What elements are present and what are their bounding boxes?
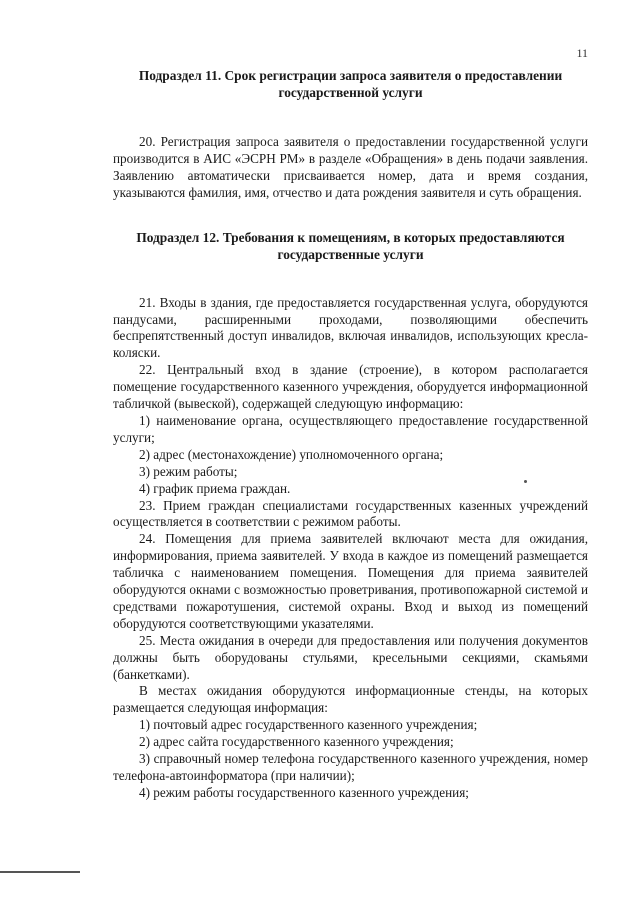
- section-11-heading: [113, 67, 588, 101]
- paragraph-22-item-1: 1) наименование органа, осуществляющего предоставление государственной услуги;: [113, 412, 588, 445]
- paragraph-25-item-4: 4) режим работы государственного казенного учреждения;: [139, 784, 469, 800]
- scan-edge-line: [0, 871, 80, 873]
- section-12-heading: [113, 229, 588, 263]
- scan-speck: [524, 480, 527, 483]
- section-12-heading-line-1: Подраздел 12. Требования к помещениям, в которых предоставляются: [136, 229, 565, 245]
- paragraph-25: 25. Места ожидания в очереди для предоставления или получения документов должны быть оборудованы стульями, кресельными секциями, скамьями (банкетками).: [113, 632, 588, 682]
- paragraph-25-item-2: 2) адрес сайта государственного казенного учреждения;: [139, 734, 454, 750]
- section-12-heading-line-2: государственные услуги: [277, 246, 424, 262]
- page-number: 11: [576, 46, 588, 60]
- paragraph-20: 20. Регистрация запроса заявителя о предоставлении государственной услуги производится в АИС «ЭСРН РМ» в разделе «Обращения» в день подачи заявления. Заявлению автоматически присваивается номер, дата и время создания, указываются фамилия, имя, отчество и дата рождения заявителя и суть обращения.: [113, 134, 588, 200]
- paragraph-22-item-3: 3) режим работы;: [139, 463, 238, 479]
- paragraph-22-item-2: 2) адрес (местонахождение) уполномоченного органа;: [139, 446, 444, 462]
- paragraph-21: 21. Входы в здания, где предоставляется государственная услуга, оборудуются пандусами, расширенными проходами, позволяющими обеспечить беспрепятственный доступ инвалидов, включая инвалидов, использующих кресла-коляски.: [113, 294, 588, 361]
- paragraph-25-item-1: 1) почтовый адрес государственного казенного учреждения;: [139, 717, 478, 733]
- page-content: [113, 67, 588, 802]
- paragraph-22-item-4: 4) график приема граждан.: [139, 480, 291, 496]
- paragraph-25-stands: В местах ожидания оборудуются информационные стенды, на которых размещается следующая информация:: [113, 683, 588, 716]
- paragraph-22: 22. Центральный вход в здание (строение), в котором располагается помещение государственного казенного учреждения, оборудуется информационной табличкой (вывеской), содержащей следующую информацию:: [113, 362, 588, 412]
- paragraph-25-item-3: 3) справочный номер телефона государственного казенного учреждения, номер телефона-автоинформатора (при наличии);: [113, 751, 588, 783]
- paragraph-24: 24. Помещения для приема заявителей включают места для ожидания, информирования, приема заявителей. У входа в каждое из помещений размещается табличка с наименованием помещения. Помещения для приема заявителей оборудуются окнами с возможностью проветривания, противопожарной системой и средствами пожаротушения, системой охраны. Вход и выход из помещений оборудуются соответствующими указателями.: [113, 531, 588, 631]
- paragraph-23: 23. Прием граждан специалистами государственных казенных учреждений осуществляется в соответствии с режимом работы.: [113, 497, 588, 530]
- section-11-heading-line-1: Подраздел 11. Срок регистрации запроса заявителя о предоставлении: [138, 68, 563, 83]
- section-11-heading-line-2: государственной услуги: [278, 85, 423, 100]
